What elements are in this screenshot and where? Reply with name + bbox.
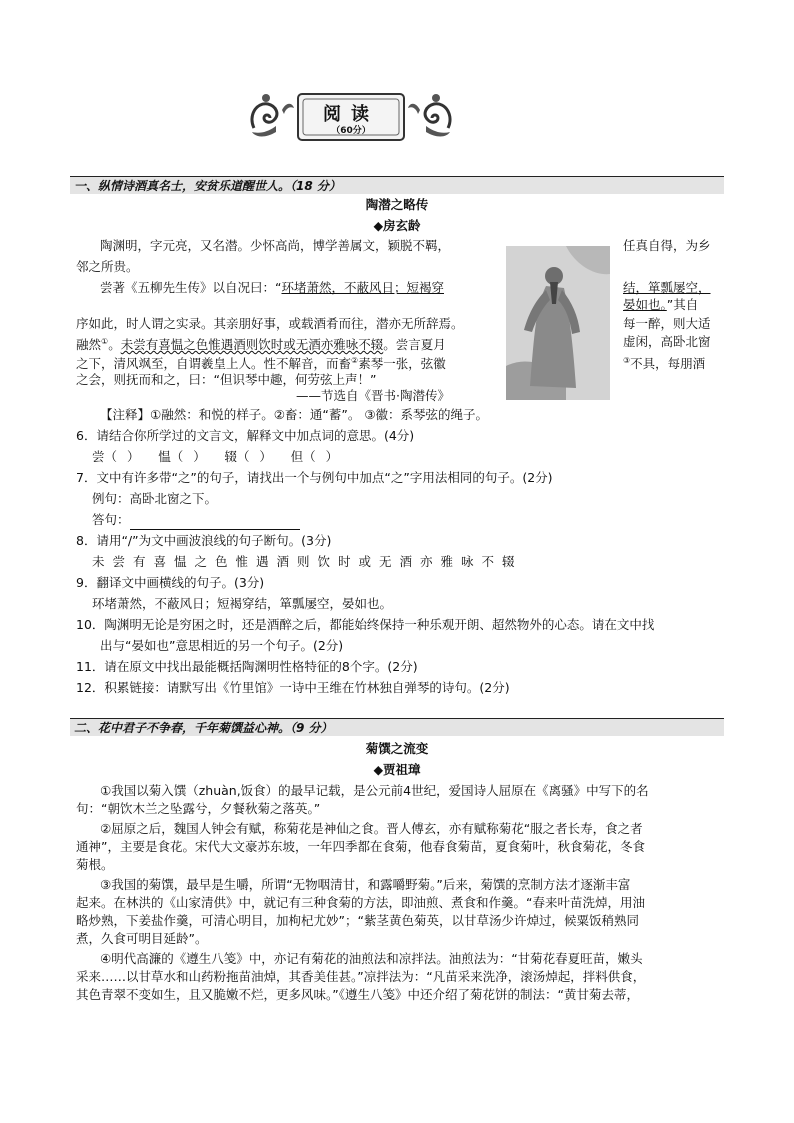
s1-para1-line2: 邻之所贵。 — [76, 259, 139, 274]
tao-yuanming-portrait — [506, 246, 610, 400]
question-12: 12．积累链接：请默写出《竹里馆》一诗中王维在竹林独自弹琴的诗句。(2分) — [76, 680, 510, 695]
s1-para1-line1a: 陶渊明，字元亮，又名潜。少怀高尚，博学善属文，颖脱不羁， — [100, 238, 451, 253]
s1-p3-text-c: 。尝言夏月 — [383, 337, 446, 353]
banner-ornament-right — [408, 94, 450, 137]
s1-p2-text-end: ”其自 — [666, 297, 699, 312]
s2-para3-line4: 煮，久食可明目延龄”。 — [76, 931, 208, 946]
section2-title: 菊馔之流变 — [365, 741, 429, 756]
s2-para1-line1: ①我国以菊入馔（zhuàn,饭食）的最早记载，是公元前4世纪，爱国诗人屈原在《离骚》中写下的名 — [100, 783, 649, 798]
s1-p3-wavy: 未尝有喜愠之色惟遇酒则饮时或无酒亦雅咏不辍 — [120, 337, 384, 353]
s1-p2-underlined-end: 晏如也。 — [623, 297, 667, 312]
s1-p3-text-e: 素琴一张，弦徽 — [358, 356, 446, 372]
question-9-text: 环堵萧然，不蔽风日；短褐穿结，箪瓢屡空，晏如也。 — [92, 596, 393, 611]
s1-p3-text-f: 不具，每朋酒 — [630, 356, 706, 372]
question-6: 6．请结合你所学过的文言文，解释文中加点词的意思。(4分) — [76, 428, 415, 443]
s2-para4-line1: ④明代高濂的《遵生八笺》中，亦记有菊花的油煎法和凉拌法。油煎法为：“甘菊花春夏旺苗，嫩头 — [100, 951, 643, 966]
s1-para3-line3b — [623, 350, 705, 374]
s1-para1-line1b: 任真自得，为乡 — [623, 238, 711, 253]
banner-score: （60分） — [331, 126, 371, 136]
question-11: 11．请在原文中找出最能概括陶渊明性格特征的8个字。(2分) — [76, 659, 418, 674]
s1-notes: 【注释】①融然：和悦的样子。②畜：通“蓄”。 ③徽：系琴弦的绳子。 — [100, 407, 489, 422]
s1-p3-text-d: 之下，清风飒至，自谓羲皇上人。性不解音，而畜 — [76, 356, 352, 372]
banner-title: 阅读 — [323, 104, 379, 125]
question-6-words: 尝（ ） 愠（ ） 辍（ ） 但（ ） — [92, 449, 339, 464]
reading-banner — [246, 88, 456, 150]
note-marker-2: ② — [351, 356, 359, 365]
section1-author: ◆房玄龄 — [373, 218, 421, 233]
section2-header: 二、花中君子不争春，千年菊馔益心神。（9 分） — [70, 718, 724, 736]
s2-para3-line1: ③我国的菊馔，最早是生嚼，所谓“无物咽清甘，和露嚼野菊。”后来，菊馔的烹制方法才逐渐丰富 — [100, 877, 631, 892]
s1-p3-text-b: 。 — [108, 337, 121, 353]
s1-p2-text: 尝著《五柳先生传》以自况曰：“ — [100, 280, 282, 295]
s2-para4-line2: 采来……以甘草水和山药粉拖苗油焯，其香美佳甚。”凉拌法为：“凡苗采来洗净，滚汤焯起，拌料供食， — [76, 969, 646, 984]
question-7-example: 例句：高卧北窗之下。 — [92, 491, 218, 506]
s1-p2-underlined: 环堵萧然，不蔽风日；短褐穿 — [281, 280, 444, 295]
note-marker-3: ③ — [623, 356, 631, 365]
s2-para3-line3: 略炒熟，下姜盐作羹，可清心明目，加枸杞尤妙”；“紫茎黄色菊英，以甘草汤少许焯过，候粟饭稍熟同 — [76, 913, 639, 928]
banner-ornament-left — [252, 94, 294, 137]
s1-source: ——节选自《晋书·陶潜传》 — [296, 388, 450, 403]
s1-para3-line1: 序如此，时人谓之实录。其亲朋好事，或载酒肴而往，潜亦无所辞焉。 — [76, 316, 464, 331]
s1-para2-line2 — [623, 294, 698, 315]
s1-para3-line1b: 每一醉，则大适 — [623, 316, 711, 331]
question-8-text: 未尝有喜愠之色惟遇酒则饮时或无酒亦雅咏不辍 — [92, 554, 523, 569]
question-10-line2: 出与“晏如也”意思相近的另一个句子。(2分) — [100, 638, 344, 653]
s1-p3-text-a: 融然 — [76, 337, 102, 353]
s2-para4-line3: 其色青翠不变如生，且又脆嫩不烂，更多风味。”《遵生八笺》中还介绍了菊花饼的制法：“黄甘菊去蒂， — [76, 987, 639, 1002]
section1-header: 一、纵情诗酒真名士，安贫乐道醒世人。（18 分） — [70, 176, 724, 194]
s2-para1-line2: 句：“朝饮木兰之坠露兮，夕餐秋菊之落英。” — [76, 801, 321, 816]
s2-para2-line3: 菊根。 — [76, 857, 114, 872]
s2-para3-line2: 起来。在林洪的《山家清供》中，就记有三种食菊的方法，即油煎、煮食和作羹。“春来叶苗洗焯，用油 — [76, 895, 645, 910]
section2-author: ◆贾祖璋 — [373, 762, 421, 777]
question-10-line1: 10．陶渊明无论是穷困之时，还是酒醉之后，都能始终保持一种乐观开朗、超然物外的心态。请在文中找 — [76, 617, 655, 632]
question-7-answer-line — [92, 509, 300, 530]
question-9: 9．翻译文中画横线的句子。(3分) — [76, 575, 265, 590]
answer-blank[interactable] — [130, 515, 300, 530]
question-8: 8．请用“/”为文中画波浪线的句子断句。(3分) — [76, 533, 332, 548]
s2-para2-line2: 通神”，主要是食花。宋代大文豪苏东坡，一年四季都在食菊，他春食菊苗，夏食菊叶，秋食菊花，冬食 — [76, 839, 645, 854]
section1-title: 陶潜之略传 — [365, 197, 429, 212]
s1-para3-line2b: 虚闲，高卧北窗 — [623, 334, 711, 349]
question-7-answer-label: 答句： — [92, 512, 130, 527]
s1-para2-line1b: 结，箪瓢屡空， — [623, 280, 711, 295]
s2-para2-line1: ②屈原之后，魏国人钟会有赋，称菊花是神仙之食。晋人傅玄，亦有赋称菊花“服之者长寿，食之者 — [100, 821, 643, 836]
note-marker-1: ① — [101, 337, 109, 346]
s1-para2-line1 — [100, 277, 444, 298]
question-7: 7．文中有许多带“之”的句子，请找出一个与例句中加点“之”字用法相同的句子。(2分) — [76, 470, 553, 485]
s1-para3-line4: 之会，则抚而和之，曰：“但识琴中趣，何劳弦上声！” — [76, 372, 377, 387]
